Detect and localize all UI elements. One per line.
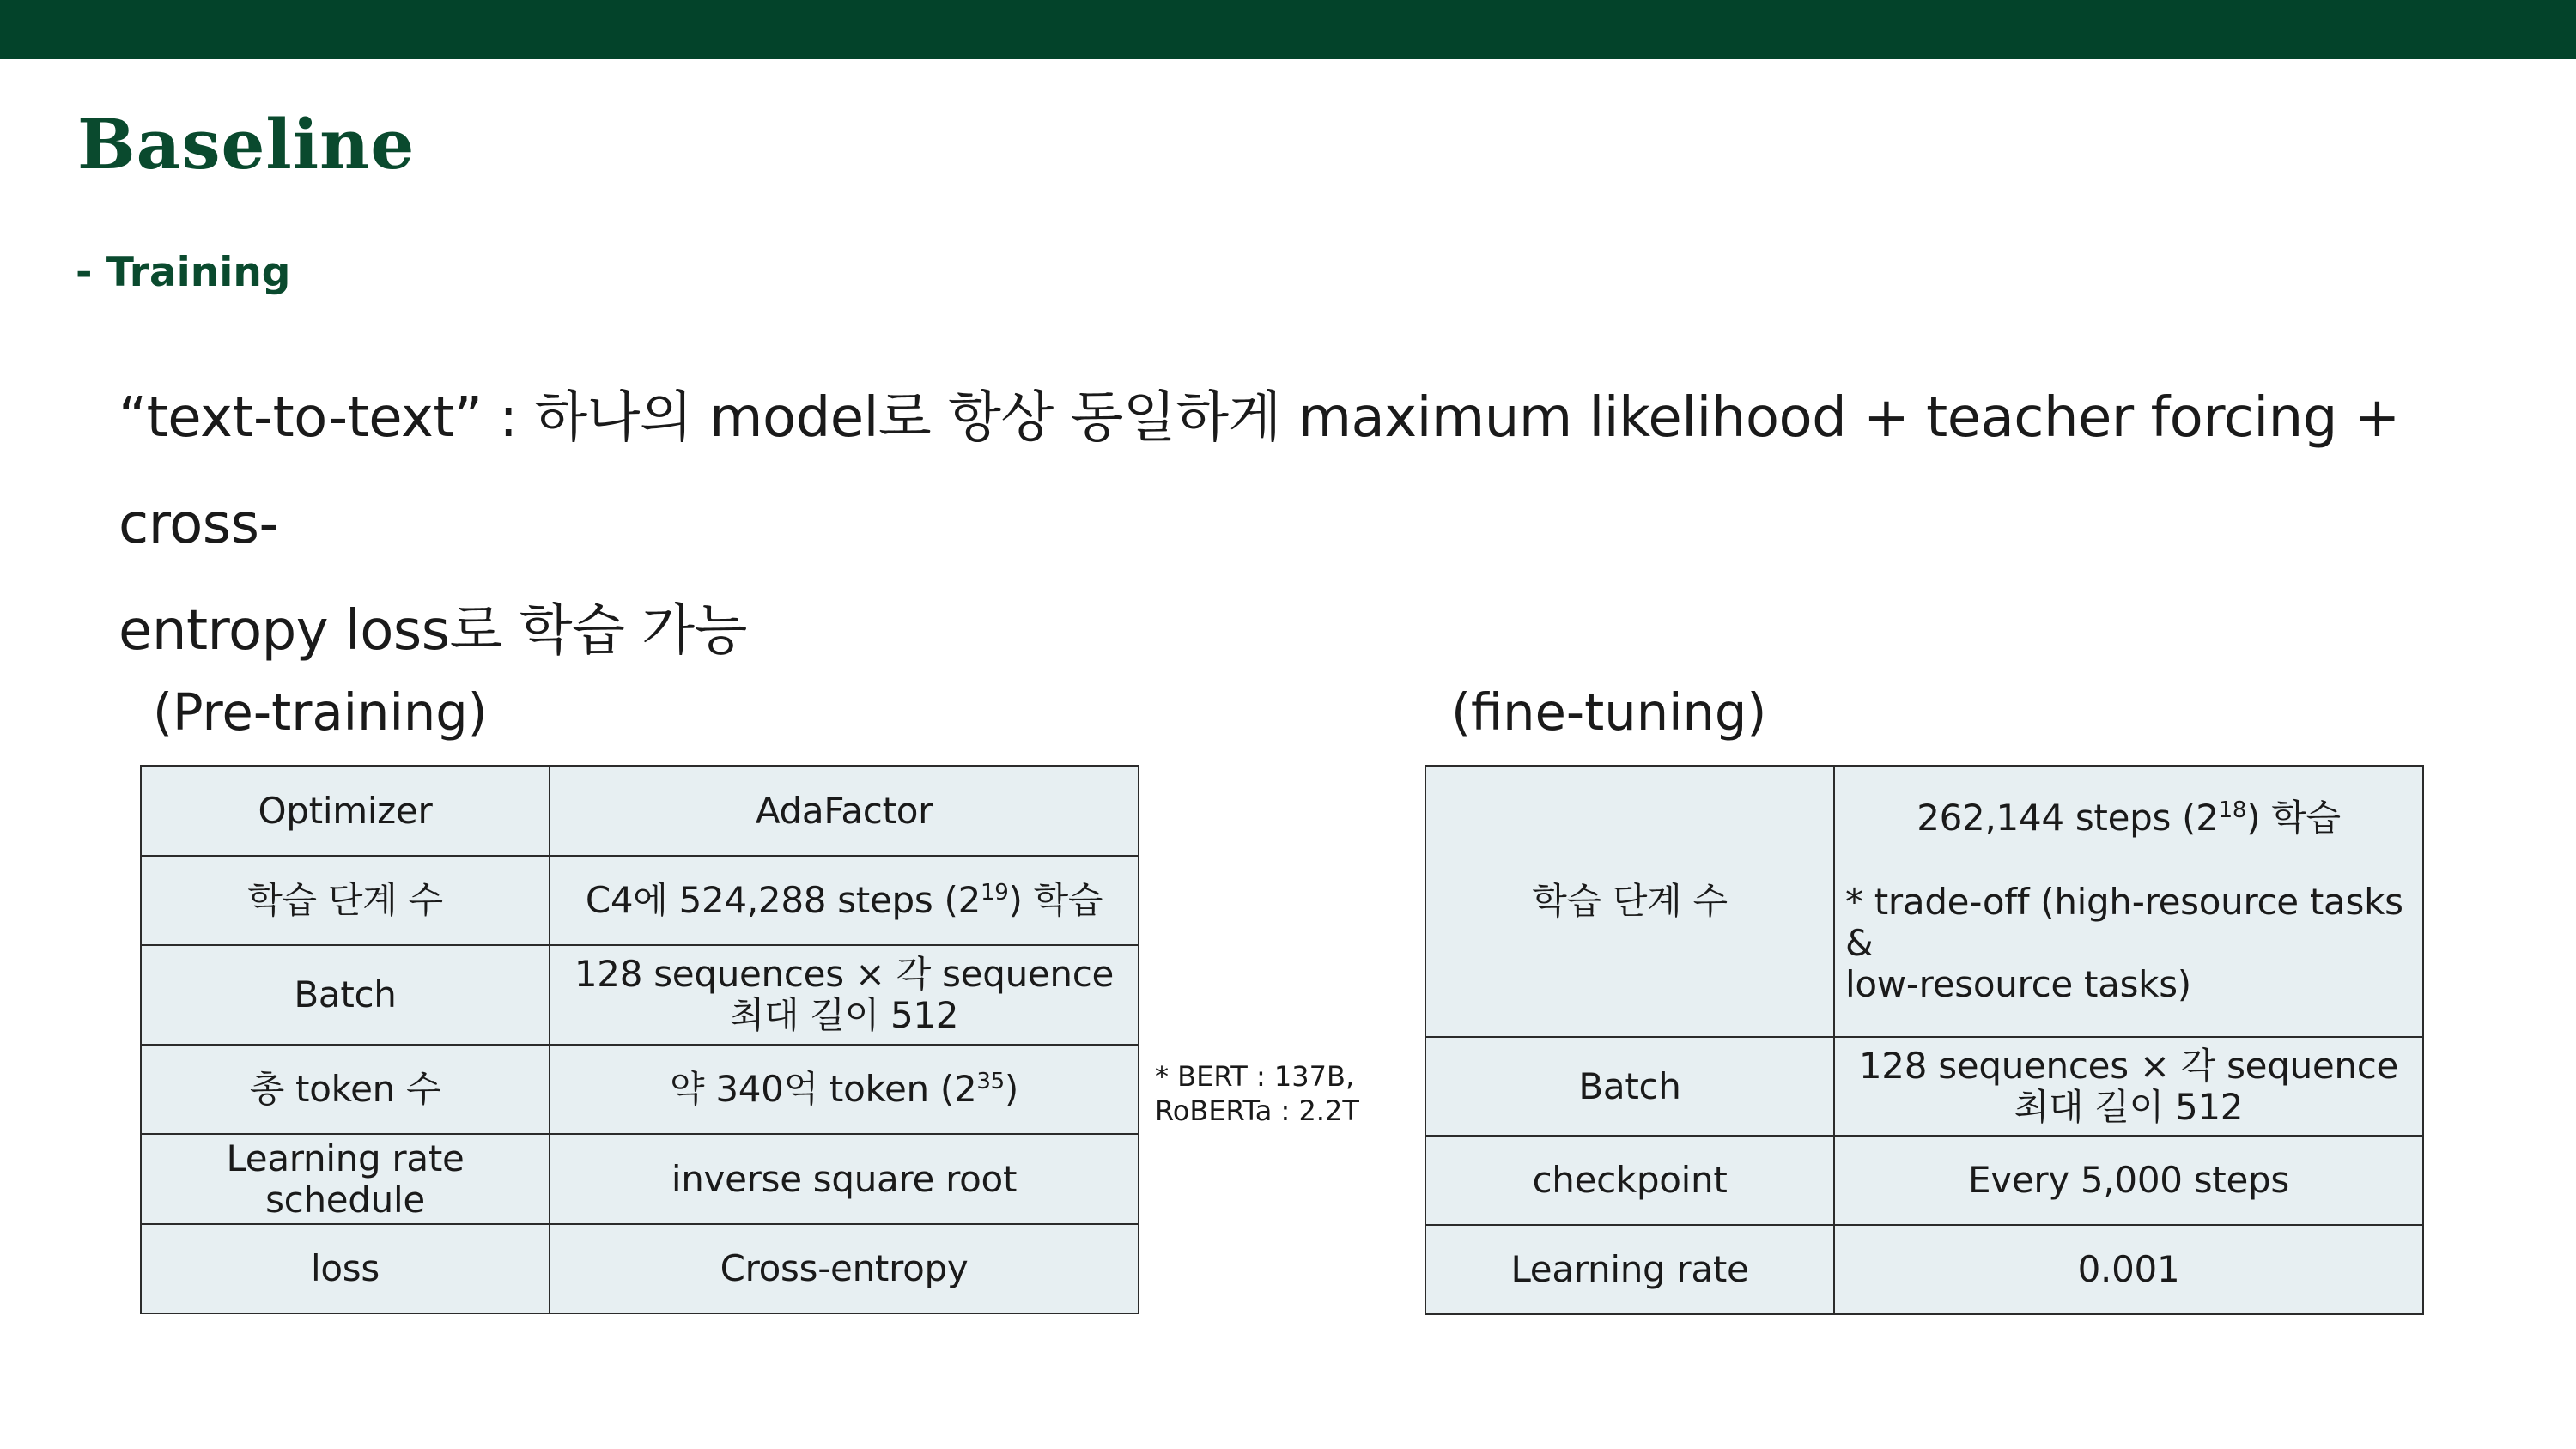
table-row [1425, 1225, 2423, 1314]
row-value: C4에 524,288 steps $(2^{19})$ 학습 [550, 856, 1139, 945]
main-statement-line1: “text-to-text” : 하나의 model로 항상 동일하게 maximum likelihood + teacher forcing + cross- [118, 386, 2400, 556]
table-row [141, 766, 1139, 856]
token-footnote: * BERT : 137B, RoBERTa : 2.2T [1155, 1060, 1359, 1127]
finetuning-title: (fine-tuning) [1451, 682, 1767, 742]
page-subtitle: - Training [76, 249, 291, 296]
table-row [1425, 766, 2423, 1037]
table-row [141, 945, 1139, 1045]
row-label: 총 token 수 [141, 1045, 550, 1134]
pretraining-title: (Pre-training) [153, 682, 488, 742]
row-label: Learning rate schedule [141, 1134, 550, 1224]
table-row [1425, 1136, 2423, 1225]
table-row [141, 856, 1139, 945]
table-row [141, 1045, 1139, 1134]
row-value: 262,144 steps $(2^{18})$ 학습 * trade-off (high-resource tasks & low-resource tasks) [1834, 766, 2423, 1037]
row-value: AdaFactor [550, 766, 1139, 856]
table-row [1425, 1037, 2423, 1136]
row-value: Cross-entropy [550, 1224, 1139, 1313]
row-label: 학습 단계 수 [1425, 766, 1834, 1037]
row-label: Batch [141, 945, 550, 1045]
row-label: 학습 단계 수 [141, 856, 550, 945]
row-value: 128 sequences × 각 sequence 최대 길이 512 [1834, 1037, 2423, 1136]
pretraining-table [140, 765, 1139, 1314]
top-bar [0, 0, 2576, 59]
row-value: 약 340억 token $(2^{35})$ [550, 1045, 1139, 1134]
main-statement [118, 365, 2523, 684]
row-value: Every 5,000 steps [1834, 1136, 2423, 1225]
row-value: 128 sequences × 각 sequence 최대 길이 512 [550, 945, 1139, 1045]
row-label: checkpoint [1425, 1136, 1834, 1225]
table-row [141, 1224, 1139, 1313]
page-title: Baseline [77, 104, 416, 185]
table-row [141, 1134, 1139, 1224]
row-value: 0.001 [1834, 1225, 2423, 1314]
main-statement-line2: entropy loss로 학습 가능 [118, 599, 747, 663]
row-label: Batch [1425, 1037, 1834, 1136]
row-value: inverse square root [550, 1134, 1139, 1224]
row-label: Learning rate [1425, 1225, 1834, 1314]
row-label: loss [141, 1224, 550, 1313]
finetuning-table [1425, 765, 2424, 1315]
row-label: Optimizer [141, 766, 550, 856]
